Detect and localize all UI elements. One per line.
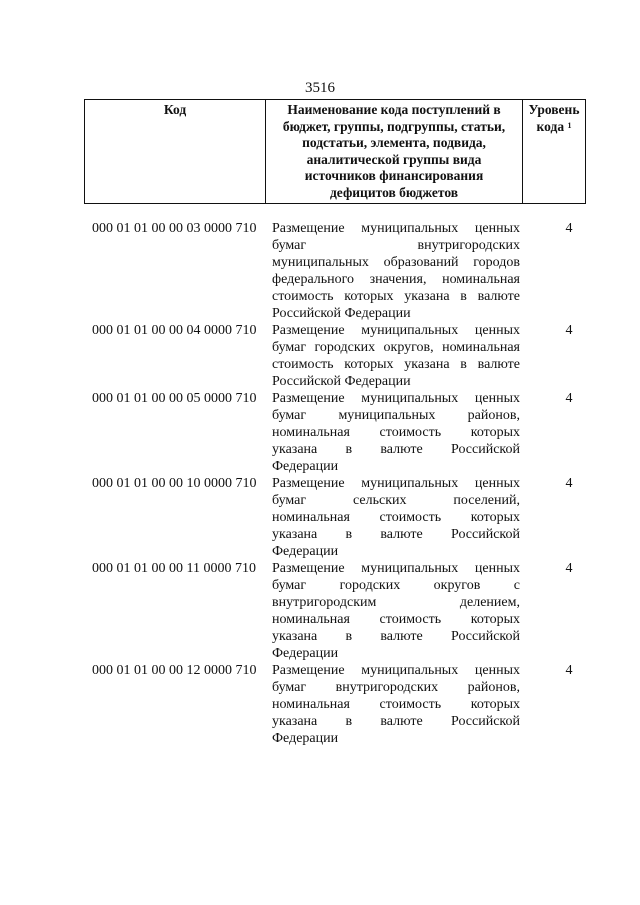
header-level-line: Уровень [528,102,580,117]
description-line: указана в валюте Российской [272,442,520,457]
description-line: Федерации [272,731,339,746]
page-number: 3516 [305,80,335,96]
description-line: стоимость которых указана в валюте [272,289,520,304]
description-line: Российской Федерации [272,374,411,389]
row-code: 000 01 01 00 00 04 0000 710 [92,323,257,338]
table-row [92,662,592,747]
description-line: бумаг сельских поселений, [272,493,520,508]
description-line: номинальная стоимость которых [272,510,520,525]
row-level: 4 [565,391,573,406]
row-description [272,662,520,747]
description-line: номинальная стоимость которых [272,697,520,712]
description-line: Размещение муниципальных ценных [272,476,520,491]
row-level: 4 [565,476,573,491]
description-line: бумаг муниципальных районов, [272,408,520,423]
table-body [92,220,592,747]
row-description [272,475,520,560]
description-line: Размещение муниципальных ценных [272,663,520,678]
row-level: 4 [565,663,573,678]
row-level: 4 [565,323,573,338]
description-line: бумаг внутригородских [272,238,520,253]
description-line: федерального значения, номинальная [272,272,520,287]
description-line: Федерации [272,544,339,559]
description-line: Размещение муниципальных ценных [272,323,520,338]
table-row [92,560,592,662]
row-description [272,322,520,390]
description-line: указана в валюте Российской [272,714,520,729]
row-level: 4 [565,221,573,236]
row-description [272,220,520,322]
description-line: внутригородским делением, [272,595,520,610]
description-line: бумаг внутригородских районов, [272,680,520,695]
description-line: указана в валюте Российской [272,527,520,542]
description-line: бумаг городских округов, номинальная [272,340,520,355]
description-line: номинальная стоимость которых [272,425,520,440]
row-description [272,390,520,475]
header-level-line: кода [536,118,565,134]
description-line: Размещение муниципальных ценных [272,391,520,406]
table-row [92,220,592,322]
header-name-line: источников финансирования [304,168,484,183]
description-line: бумаг городских округов с [272,578,520,593]
header-code [85,100,266,204]
header-level [523,100,586,204]
header-name [266,100,523,204]
description-line: Российской Федерации [272,306,411,321]
table-row [92,390,592,475]
description-line: стоимость которых указана в валюте [272,357,520,372]
row-code: 000 01 01 00 00 05 0000 710 [92,391,257,406]
description-line: Федерации [272,459,339,474]
table-header [84,99,586,204]
row-level: 4 [565,561,573,576]
description-line: номинальная стоимость которых [272,612,520,627]
row-code: 000 01 01 00 00 03 0000 710 [92,221,257,236]
description-line: муниципальных образований городов [272,255,520,270]
description-line: указана в валюте Российской [272,629,520,644]
header-code-label: Код [163,102,187,117]
row-description [272,560,520,662]
row-code: 000 01 01 00 00 12 0000 710 [92,663,257,678]
header-name-line: дефицитов бюджетов [329,184,459,200]
footnote-marker: 1 [567,120,572,130]
description-line: Федерации [272,646,339,661]
description-line: Размещение муниципальных ценных [272,561,520,576]
description-line: Размещение муниципальных ценных [272,221,520,236]
table-row [92,475,592,560]
table-row [92,322,592,390]
header-name-line: аналитической группы вида [306,151,482,167]
row-code: 000 01 01 00 00 11 0000 710 [92,561,256,576]
header-name-line: Наименование кода поступлений в [287,102,501,117]
header-name-line: подстатьи, элемента, подвида, [302,135,486,150]
header-name-line: бюджет, группы, подгруппы, статьи, [282,118,506,134]
row-code: 000 01 01 00 00 10 0000 710 [92,476,257,491]
